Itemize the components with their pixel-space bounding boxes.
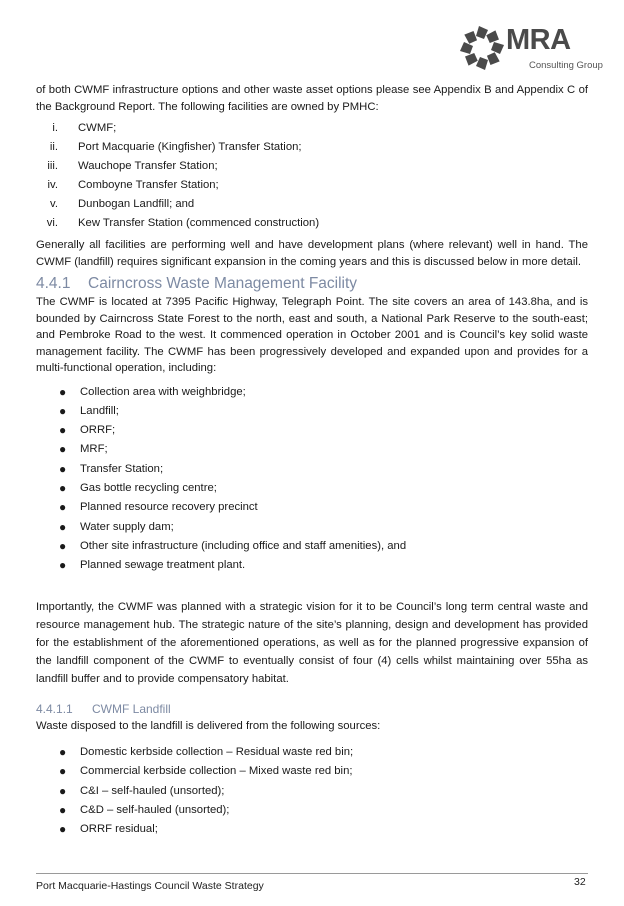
list-item — [36, 119, 588, 138]
list-item-number: v. — [50, 198, 58, 210]
footer-divider — [36, 873, 588, 874]
list-item-text: Kew Transfer Station (commenced construction) — [78, 217, 320, 229]
list-item-text: Collection area with weighbridge; — [80, 385, 246, 398]
list-item — [36, 421, 588, 440]
bullet-icon: ● — [59, 403, 67, 418]
list-item-text: Commercial kerbside collection – Mixed waste red bin; — [80, 765, 353, 778]
bullet-icon: ● — [59, 802, 67, 817]
cwmf-operations-list — [36, 383, 588, 576]
bullet-icon: ● — [59, 783, 67, 798]
list-item — [36, 820, 588, 839]
list-item-text: ORRF; — [80, 424, 116, 437]
list-item — [36, 556, 588, 575]
list-item — [36, 383, 588, 402]
list-item — [36, 498, 588, 517]
list-item-number: ii. — [49, 141, 58, 153]
section-heading-4-4-1 — [36, 274, 588, 294]
list-item-text: Comboyne Transfer Station; — [78, 179, 219, 191]
list-item-text: CWMF; — [78, 122, 117, 134]
facilities-list — [36, 119, 588, 233]
list-item-text: Other site infrastructure (including office and staff amenities), and — [80, 539, 407, 552]
bullet-icon: ● — [59, 500, 67, 515]
page-content — [36, 82, 588, 839]
intro-paragraph: of both CWMF infrastructure options and other waste asset options please see Appendix B and Appendix C of the Background Report. The following facilities are owned by PMHC: — [36, 84, 588, 113]
list-item-text: Water supply dam; — [80, 520, 174, 533]
landfill-sources-paragraph: Waste disposed to the landfill is delivered from the following sources: — [36, 720, 381, 733]
bullet-icon: ● — [59, 538, 67, 553]
bullet-icon: ● — [59, 822, 67, 837]
list-item-text: ORRF residual; — [80, 823, 158, 836]
section-number: 4.4.1 — [36, 275, 71, 292]
list-item-number: vi. — [46, 217, 58, 229]
list-item-text: Wauchope Transfer Station; — [78, 160, 218, 172]
list-item — [36, 440, 588, 459]
list-item-text: Dunbogan Landfill; and — [78, 198, 195, 210]
list-item — [36, 801, 588, 820]
list-item-text: C&I – self-hauled (unsorted); — [80, 784, 225, 797]
page-number: 32 — [574, 876, 586, 888]
logo-brand-text: MRA — [506, 24, 571, 56]
cwmf-description-paragraph: The CWMF is located at 7395 Pacific Highway, Telegraph Point. The site covers an area of 143.8ha, and is bounded by Cairncross State Forest to the north, east and south, a National Park Reserve to the south-east; and Pembroke Road to the west. It commenced operation in October 2001 and is Council’s key solid waste management facility. The CWMF has been progressively developed and expanded upon and provides for a multi-functional operation, including: — [36, 296, 588, 374]
list-item — [36, 479, 588, 498]
list-item — [36, 214, 588, 233]
section-heading-4-4-1-1 — [36, 700, 588, 718]
mra-logo — [456, 22, 603, 74]
list-item-text: Port Macquarie (Kingfisher) Transfer Station; — [78, 141, 302, 153]
list-item-text: Domestic kerbside collection – Residual waste red bin; — [80, 745, 354, 758]
list-item — [36, 782, 588, 801]
list-item — [36, 195, 588, 214]
list-item — [36, 402, 588, 421]
list-item — [36, 762, 588, 781]
section-number: 4.4.1.1 — [36, 702, 73, 717]
summary-paragraph: Generally all facilities are performing well and have development plans (where relevant) well in hand. The CWMF (landfill) requires significant expansion in the coming years and this is discussed below in more detail. — [36, 239, 588, 268]
list-item — [36, 537, 588, 556]
bullet-icon: ● — [59, 519, 67, 534]
bullet-icon: ● — [59, 384, 67, 399]
bullet-icon: ● — [59, 480, 67, 495]
list-item — [36, 743, 588, 762]
section-title: CWMF Landfill — [92, 702, 171, 717]
list-item — [36, 157, 588, 176]
landfill-sources-list — [36, 743, 588, 839]
list-item — [36, 138, 588, 157]
bullet-icon: ● — [59, 744, 67, 759]
mra-emblem-icon — [456, 22, 508, 74]
footer-title: Port Macquarie-Hastings Council Waste Strategy — [36, 880, 264, 892]
list-item-text: Planned sewage treatment plant. — [80, 559, 246, 572]
bullet-icon: ● — [59, 442, 67, 457]
section-title: Cairncross Waste Management Facility — [88, 275, 358, 292]
list-item-text: Transfer Station; — [80, 462, 164, 475]
list-item — [36, 460, 588, 479]
bullet-icon: ● — [59, 423, 67, 438]
list-item — [36, 176, 588, 195]
bullet-icon: ● — [59, 558, 67, 573]
logo-tagline: Consulting Group — [529, 60, 603, 71]
list-item — [36, 518, 588, 537]
list-item-number: iv. — [47, 179, 58, 191]
list-item-number: i. — [52, 122, 58, 134]
list-item-text: Gas bottle recycling centre; — [80, 481, 217, 494]
bullet-icon: ● — [59, 764, 67, 779]
bullet-icon: ● — [59, 461, 67, 476]
list-item-number: iii. — [47, 160, 58, 172]
strategic-vision-paragraph: Importantly, the CWMF was planned with a strategic vision for it to be Council’s long term central waste and resource management hub. The strategic nature of the site’s planning, design and development has provided for the establishment of the aforementioned operations, as well as for the planned progressive expansion of the landfill component of the CWMF to eventually consist of four (4) cells whilst maintaining over 55ha as landfill buffer and to provide compensatory habitat. — [36, 601, 588, 686]
list-item-text: C&D – self-hauled (unsorted); — [80, 803, 230, 816]
list-item-text: Planned resource recovery precinct — [80, 501, 258, 514]
list-item-text: MRF; — [80, 443, 108, 456]
list-item-text: Landfill; — [80, 404, 119, 417]
